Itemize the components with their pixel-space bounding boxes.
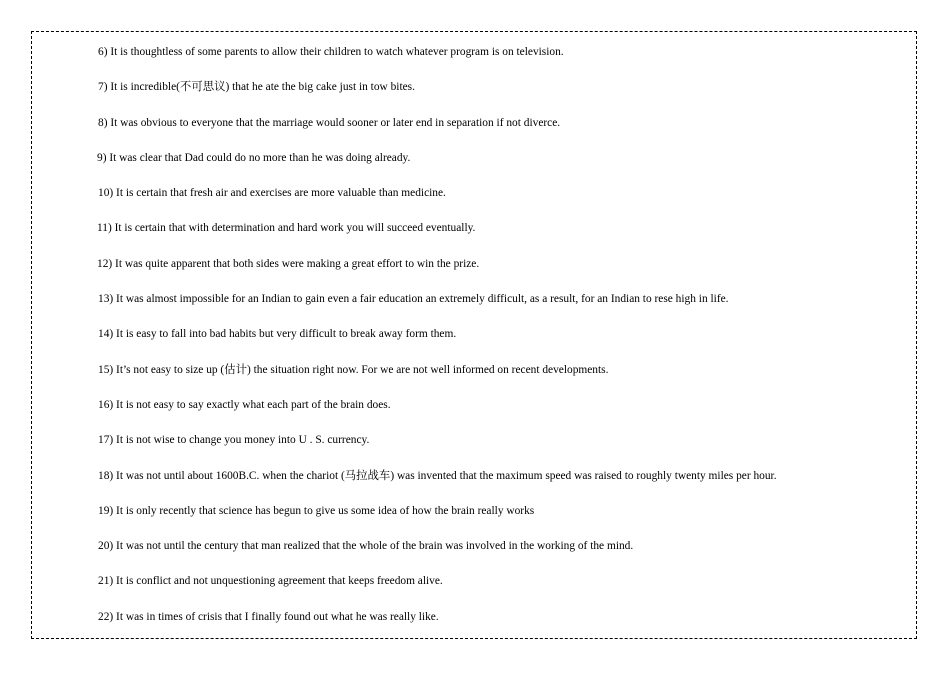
sentence-16: 16) It is not easy to say exactly what each part of the brain does. <box>98 398 391 411</box>
sentence-14: 14) It is easy to fall into bad habits but very difficult to break away form them. <box>98 328 457 341</box>
sentence-11: 11) It is certain that with determination and hard work you will succeed eventually. <box>97 222 476 235</box>
sentence-17: 17) It is not wise to change you money into U . S. currency. <box>98 434 370 447</box>
sentence-19: 19) It is only recently that science has begun to give us some idea of how the brain really works <box>98 504 535 517</box>
dashed-content-box <box>31 31 917 639</box>
sentence-10: 10) It is certain that fresh air and exercises are more valuable than medicine. <box>98 187 446 200</box>
sentence-18: 18) It was not until about 1600B.C. when the chariot (马拉战车) was invented that the maximum speed was raised to roughly twenty miles per hour. <box>98 469 777 482</box>
sentence-9: 9) It was clear that Dad could do no more than he was doing already. <box>97 151 411 164</box>
sentence-21: 21) It is conflict and not unquestioning agreement that keeps freedom alive. <box>98 575 443 588</box>
sentence-20: 20) It was not until the century that man realized that the whole of the brain was involved in the working of the mind. <box>98 540 634 553</box>
sentence-15: 15) It’s not easy to size up (估计) the situation right now. For we are not well informed on recent developments. <box>98 363 609 376</box>
sentence-22: 22) It was in times of crisis that I finally found out what he was really like. <box>98 610 439 623</box>
sentence-7: 7) It is incredible(不可思议) that he ate the big cake just in tow bites. <box>98 81 415 94</box>
sentence-8: 8) It was obvious to everyone that the marriage would sooner or later end in separation if not diverce. <box>98 116 561 129</box>
sentence-6: 6) It is thoughtless of some parents to allow their children to watch whatever program is on television. <box>98 46 564 58</box>
sentence-12: 12) It was quite apparent that both sides were making a great effort to win the prize. <box>97 257 480 270</box>
sentence-13: 13) It was almost impossible for an Indian to gain even a fair education an extremely difficult, as a result, for an Indian to rese high in life. <box>98 293 729 306</box>
sentence-list <box>98 44 906 644</box>
